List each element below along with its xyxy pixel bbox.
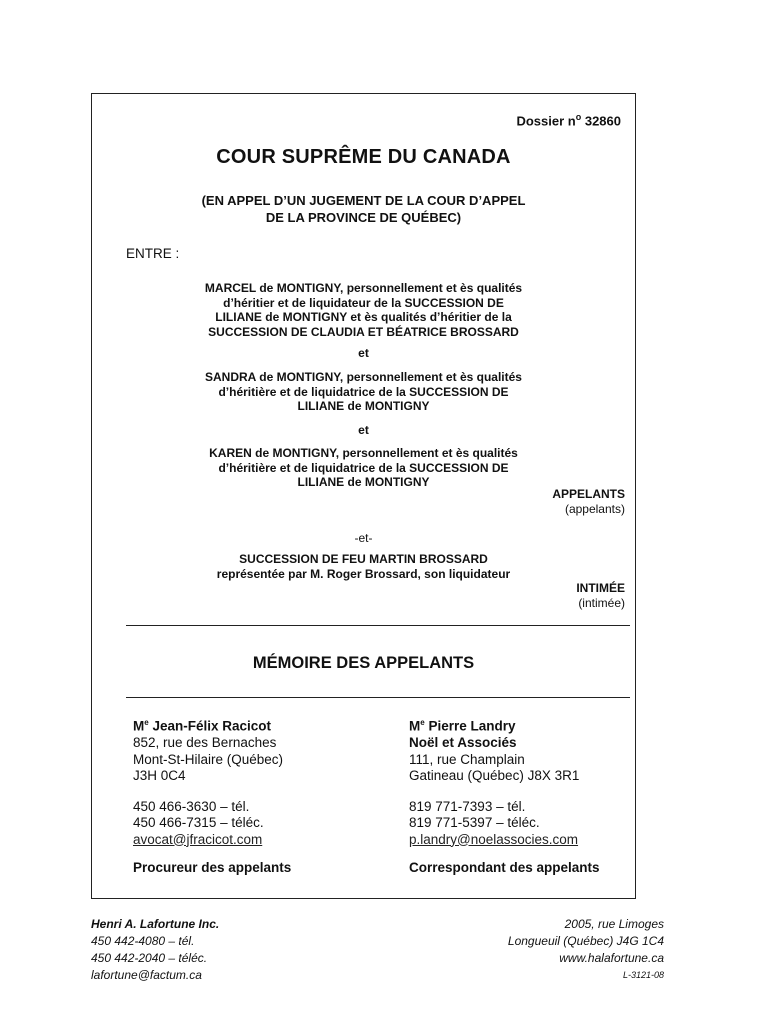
- dossier-label: Dossier n: [516, 113, 576, 129]
- publisher-fax: 450 442-2040 – téléc.: [91, 951, 208, 965]
- counsel-right-name: Me Pierre Landry: [409, 718, 516, 734]
- dossier-superscript: o: [575, 112, 582, 122]
- email-link[interactable]: p.landry@noelassocies.com: [409, 831, 579, 847]
- publisher-city: Longueuil (Québec) J4G 1C4: [507, 934, 664, 948]
- appeal-line-2: DE LA PROVINCE DE QUÉBEC): [265, 210, 462, 225]
- address-line: J3H 0C4: [133, 768, 186, 783]
- respondent-role-sub: (intimée): [578, 596, 625, 610]
- appellant-marcel: [92, 281, 635, 339]
- party-line: LILIANE de MONTIGNY et ès qualités d’héritier de la: [215, 310, 512, 324]
- document-code: L-3121-08: [622, 970, 664, 980]
- document-frame: [91, 93, 636, 899]
- phone: 819 771-7393 – tél.: [409, 798, 526, 814]
- party-line: d’héritier et de liquidateur de la SUCCESSION DE: [223, 295, 504, 310]
- respondent-line-1: SUCCESSION DE FEU MARTIN BROSSARD: [239, 552, 488, 566]
- address-line: Gatineau (Québec) J8X 3R1: [409, 768, 580, 783]
- party-line: LILIANE de MONTIGNY: [297, 475, 430, 489]
- conjunction-et: et: [358, 423, 369, 437]
- respondent: [92, 552, 635, 581]
- counsel-right: [409, 715, 600, 877]
- counsel-left: [133, 715, 291, 877]
- separator-et: -et-: [354, 531, 373, 545]
- counsel-role: Correspondant des appelants: [409, 860, 600, 875]
- party-line: SUCCESSION DE CLAUDIA ET BÉATRICE BROSSARD: [208, 324, 519, 339]
- counsel-left-name: Me Jean-Félix Racicot: [133, 718, 272, 734]
- firm-name: Noël et Associés: [409, 735, 517, 750]
- memoire-title: MÉMOIRE DES APPELANTS: [252, 654, 475, 672]
- respondent-role-label: INTIMÉE: [576, 581, 625, 595]
- publisher-phone: 450 442-4080 – tél.: [91, 934, 195, 948]
- party-line: d’héritière et de liquidatrice de la SUCCESSION DE: [218, 384, 509, 399]
- appellants-role-label: APPELANTS: [552, 487, 625, 501]
- appellants-role-sub: (appelants): [564, 502, 625, 516]
- divider: [126, 697, 630, 698]
- appellants-role: [552, 487, 625, 517]
- party-line: SANDRA de MONTIGNY, personnellement et ès qualités: [205, 370, 522, 384]
- respondent-line-2: représentée par M. Roger Brossard, son liquidateur: [216, 566, 511, 581]
- dossier-number: [516, 112, 621, 128]
- appeal-line-1: (EN APPEL D’UN JUGEMENT DE LA COUR D’APPEL: [201, 193, 526, 208]
- respondent-role: [576, 581, 625, 611]
- party-line: MARCEL de MONTIGNY, personnellement et ès qualités: [204, 281, 523, 295]
- publisher-name: Henri A. Lafortune Inc.: [91, 917, 220, 931]
- phone: 450 466-3630 – tél.: [133, 798, 250, 814]
- footer-address: [508, 916, 664, 984]
- divider: [126, 625, 630, 626]
- address-line: 111, rue Champlain: [409, 751, 525, 767]
- party-line: LILIANE de MONTIGNY: [297, 399, 430, 413]
- address-line: Mont-St-Hilaire (Québec): [133, 751, 284, 767]
- counsel-role: Procureur des appelants: [133, 860, 292, 875]
- footer-publisher: [91, 916, 219, 984]
- address-line: 852, rue des Bernaches: [133, 735, 277, 750]
- fax: 819 771-5397 – téléc.: [409, 815, 540, 830]
- dossier-value: 32860: [584, 113, 621, 129]
- court-title: COUR SUPRÊME DU CANADA: [216, 146, 511, 168]
- party-line: KAREN de MONTIGNY, personnellement et ès qualités: [209, 446, 518, 460]
- publisher-street: 2005, rue Limoges: [564, 917, 664, 931]
- appeal-subtitle: [92, 192, 635, 226]
- publisher-website[interactable]: www.halafortune.ca: [559, 951, 664, 965]
- conjunction-et: et: [358, 346, 369, 360]
- email-link[interactable]: avocat@jfracicot.com: [133, 831, 263, 847]
- entre-label: ENTRE :: [126, 246, 180, 261]
- fax: 450 466-7315 – téléc.: [133, 815, 264, 830]
- party-line: d’héritière et de liquidatrice de la SUCCESSION DE: [218, 460, 509, 475]
- publisher-email[interactable]: lafortune@factum.ca: [91, 968, 202, 982]
- appellant-sandra: [92, 370, 635, 414]
- appellant-karen: [92, 446, 635, 490]
